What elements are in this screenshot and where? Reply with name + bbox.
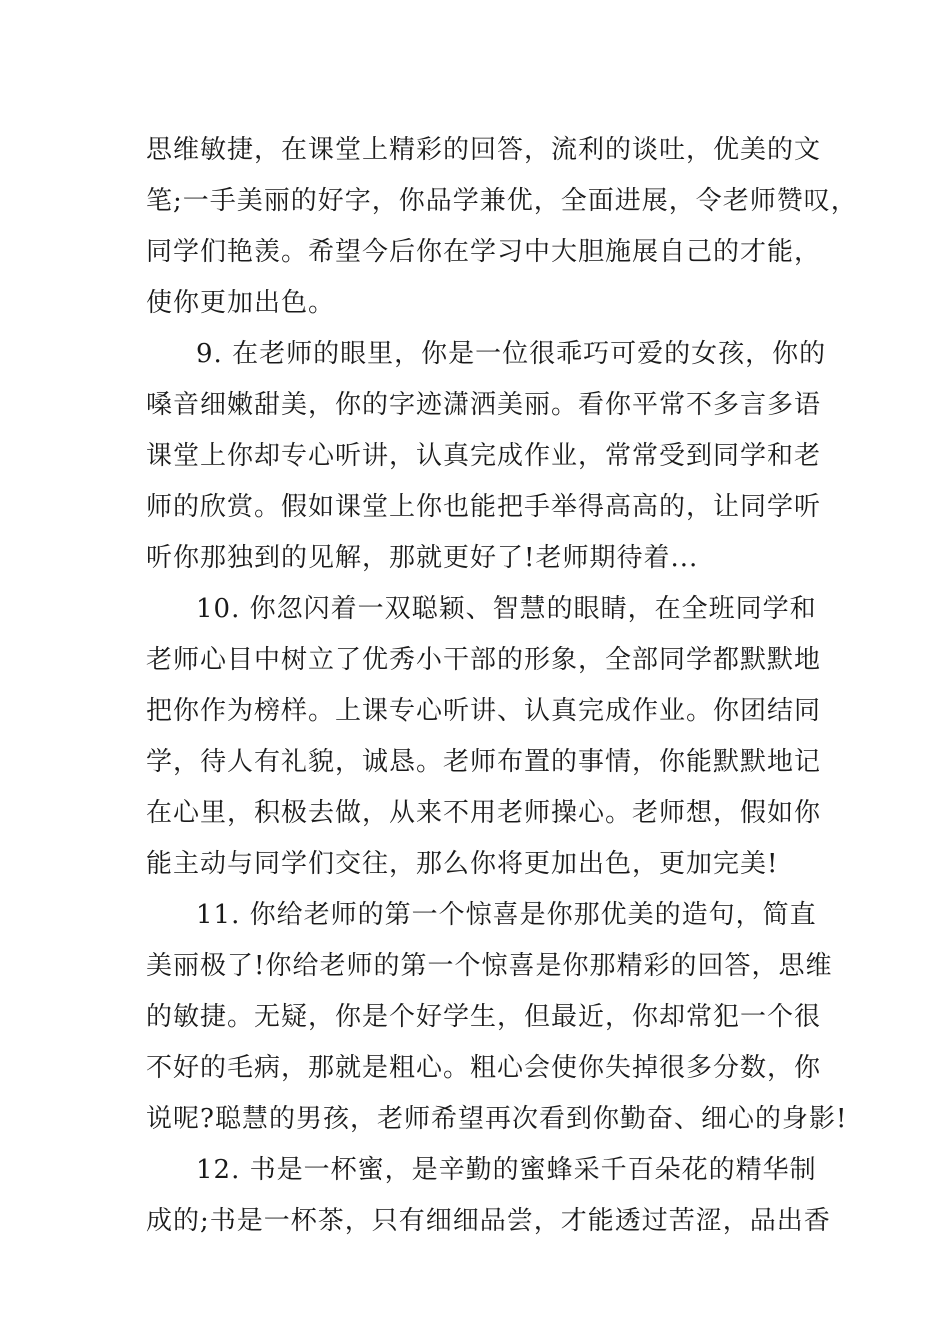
text-line: 成的;书是一杯茶，只有细细品尝，才能透过苦涩，品出香	[146, 1206, 831, 1236]
paragraph-12-first-line: 12. 书是一杯蜜，是辛勤的蜜蜂采千百朵花的精华制	[196, 1155, 817, 1185]
paragraph-11-first-line: 11. 你给老师的第一个惊喜是你那优美的造句，简直	[196, 900, 817, 930]
text-line: 嗓音细嫩甜美，你的字迹潇洒美丽。看你平常不多言多语	[146, 390, 822, 420]
text-line: 听你那独到的见解，那就更好了!老师期待着...	[146, 543, 699, 573]
text-line: 老师心目中树立了优秀小干部的形象，全部同学都默默地	[146, 645, 822, 675]
text-line: 师的欣赏。假如课堂上你也能把手举得高高的，让同学听	[146, 492, 822, 522]
text-line: 在心里，积极去做，从来不用老师操心。老师想，假如你	[146, 798, 822, 828]
text-line: 同学们艳羡。希望今后你在学习中大胆施展自己的才能，	[146, 237, 822, 267]
text-line: 学，待人有礼貌，诚恳。老师布置的事情，你能默默地记	[146, 747, 822, 777]
paragraph-10-first-line: 10. 你忽闪着一双聪颖、智慧的眼睛，在全班同学和	[196, 594, 817, 624]
text-line: 思维敏捷，在课堂上精彩的回答，流利的谈吐，优美的文	[146, 135, 822, 165]
text-line: 美丽极了!你给老师的第一个惊喜是你那精彩的回答，思维	[146, 951, 833, 981]
text-line: 笔;一手美丽的好字，你品学兼优，全面进展，令老师赞叹，	[146, 186, 858, 216]
text-line: 能主动与同学们交往，那么你将更加出色，更加完美!	[146, 849, 779, 879]
text-line: 说呢?聪慧的男孩，老师希望再次看到你勤奋、细心的身影!	[146, 1104, 848, 1134]
text-line: 使你更加出色。	[146, 288, 336, 318]
text-line: 课堂上你却专心听讲，认真完成作业，常常受到同学和老	[146, 441, 822, 471]
text-line: 不好的毛病，那就是粗心。粗心会使你失掉很多分数，你	[146, 1053, 822, 1083]
text-line: 的敏捷。无疑，你是个好学生，但最近，你却常犯一个很	[146, 1002, 822, 1032]
text-line: 把你作为榜样。上课专心听讲、认真完成作业。你团结同	[146, 696, 822, 726]
paragraph-9-first-line: 9. 在老师的眼里，你是一位很乖巧可爱的女孩，你的	[196, 339, 827, 369]
